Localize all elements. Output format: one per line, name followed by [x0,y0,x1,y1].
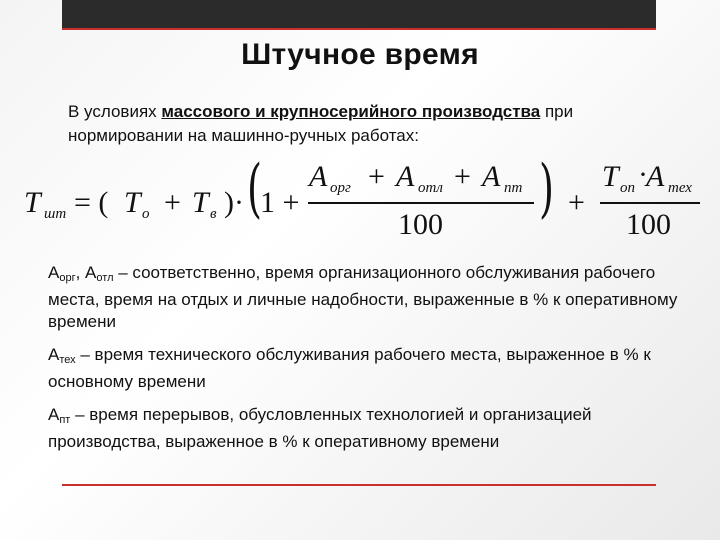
formula-fraction-line-1 [308,202,534,204]
formula-t-op-sub: оп [620,180,635,196]
formula-plus-4: + [568,186,585,219]
formula-t-o-sub: о [142,206,150,222]
intro-post: при нормировании на машинно-ручных работах: [68,102,574,145]
piece-time-formula [24,152,714,244]
desc-symbol: А [48,263,60,282]
formula-big-paren-left: ( [246,152,262,226]
formula-plus-2: + [368,160,385,193]
desc-text: – соответственно, время организационного обслуживания рабочего места, время на отдых и личные надобности, выраженные в % к оперативному времени [48,263,678,331]
description-pt [48,404,688,453]
formula-a-pt: A [482,160,501,193]
desc-symbol-sub: орг [59,272,76,284]
desc-symbol-sub: пт [59,414,71,426]
header-accent-line [62,28,656,30]
intro-paragraph [68,100,678,148]
intro-underlined: массового и крупносерийного производства [161,102,541,121]
formula-plus-3: + [454,160,471,193]
desc-symbol-sub-2: отл [96,272,114,284]
formula-t-o: T [124,186,141,219]
desc-symbol: А [48,405,60,424]
formula-a-teh: A [646,160,665,193]
formula-t-v-sub: в [210,206,217,222]
desc-text: – время технического обслуживания рабочего места, выраженное в % к основному времени [48,345,651,391]
page-title: Штучное время [241,38,479,71]
description-teh [48,344,688,393]
intro-pre: В условиях [68,102,162,121]
description-org-otl [48,262,688,333]
formula-denominator-1: 100 [398,208,443,241]
formula-one-plus: 1 + [260,186,300,219]
formula-t-v: T [192,186,209,219]
formula-dot: · [638,158,648,191]
formula-t-op: T [602,160,619,193]
formula-close-dot: )· [224,186,244,219]
formula-big-paren-right: ) [538,152,554,226]
formula-a-otl-sub: отл [418,180,443,196]
footer-accent-line [62,484,656,486]
formula-t-sht-sub: шт [44,206,67,222]
formula-a-org: A [309,160,328,193]
formula-equals-open: = ( [74,186,109,219]
formula-a-pt-sub: пт [504,180,523,196]
header-bar [62,0,656,28]
formula-a-otl: A [396,160,415,193]
desc-symbol-sub: тех [59,354,76,366]
formula-plus-1: + [164,186,181,219]
formula-fraction-line-2 [600,202,700,204]
formula-denominator-2: 100 [626,208,671,241]
desc-symbol: А [48,345,60,364]
formula-a-teh-sub: тех [668,180,692,196]
desc-text: – время перерывов, обусловленных технологией и организацией производства, выраженное в % к оперативному времени [48,405,592,451]
formula-a-org-sub: орг [330,180,351,196]
formula-t-sht: T [24,186,41,219]
desc-symbol-sep: , А [75,263,97,282]
